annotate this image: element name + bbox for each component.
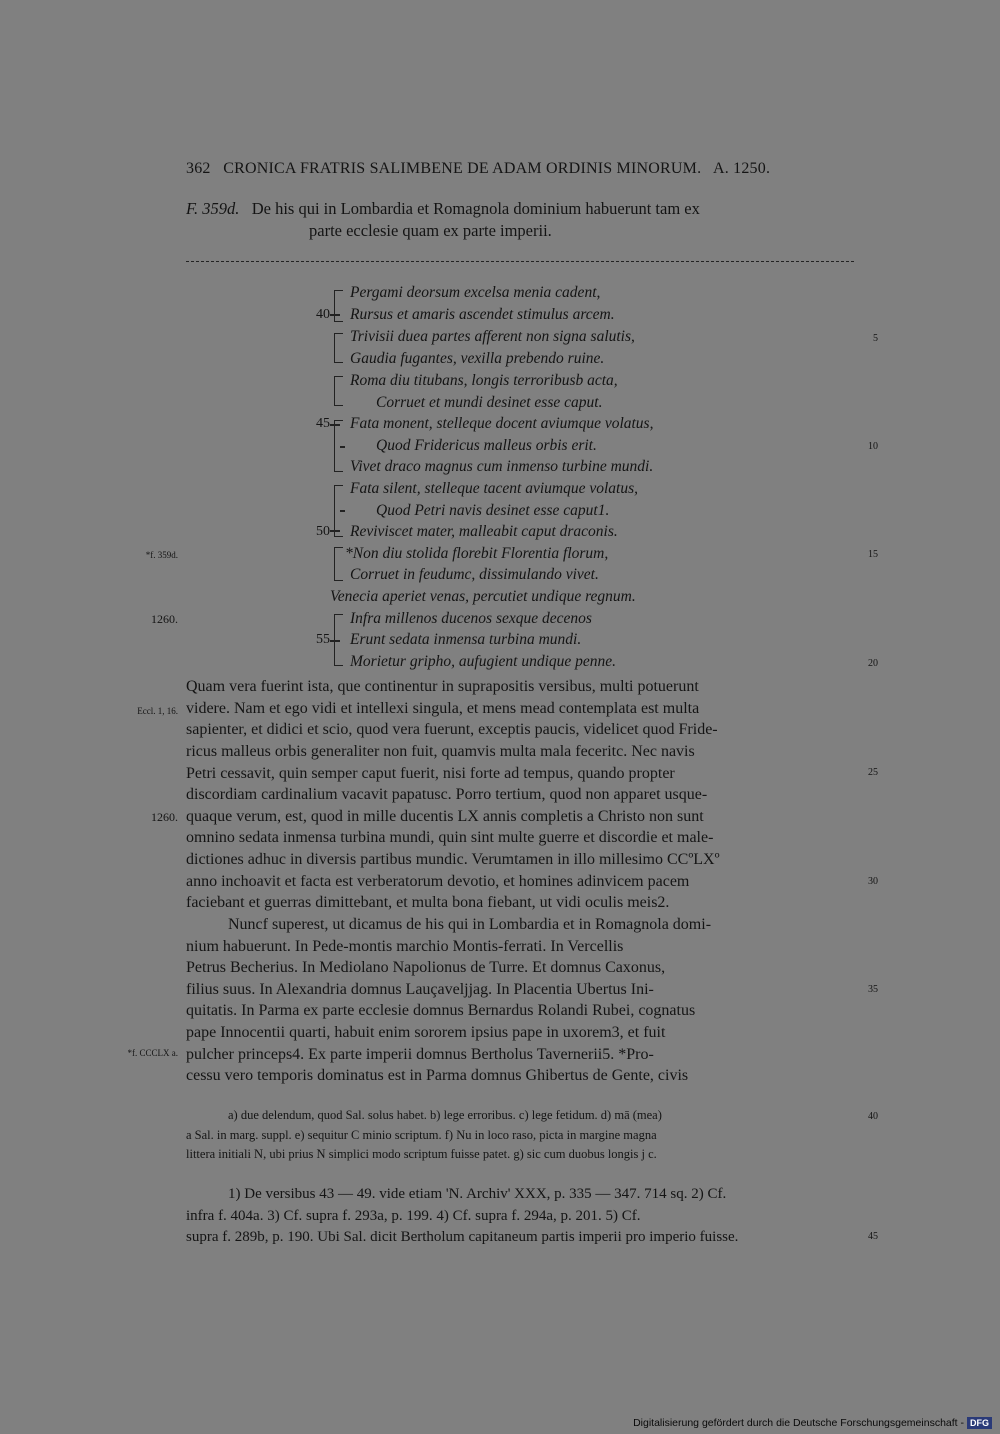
running-title: CRONICA FRATRIS SALIMBENE DE ADAM ORDINIS MINORUM. [223, 160, 702, 177]
footnote-line: a Sal. in marg. suppl. e) sequitur C minio scriptum. f) Nu in loco raso, picta in margine magna [186, 1128, 657, 1142]
folio-ref: F. 359d. [186, 199, 240, 218]
page-number: 362 [186, 160, 211, 177]
line-number: 35 [868, 984, 878, 995]
bracket-tick [340, 446, 345, 448]
verse-number: 55 [316, 632, 330, 647]
dfg-logo: DFG [967, 1417, 992, 1429]
verse-line: Quod Petri navis desinet esse caput1. [376, 502, 610, 519]
line-number: 5 [873, 333, 878, 344]
line-number: 30 [868, 876, 878, 887]
verse-line: Infra millenos ducenos sexque decenos [350, 610, 592, 627]
heading-text-1: De his qui in Lombardia et Romagnola dominium habuerunt tam ex [251, 199, 700, 218]
verse-bracket [334, 290, 343, 322]
credit-text: Digitalisierung gefördert durch die Deutsche Forschungsgemeinschaft - [633, 1417, 964, 1429]
verse-line: Corruet et mundi desinet esse caput. [376, 394, 603, 411]
margin-note: 1260. [151, 612, 178, 626]
footnote-line: 1) De versibus 43 — 49. vide etiam 'N. Archiv' XXX, p. 335 — 347. 714 sq. 2) Cf. [228, 1186, 727, 1202]
line-number: 25 [868, 767, 878, 778]
body-line: ricus malleus orbis generaliter non fuit, quamvis multa mala feceritc. Nec navis [186, 743, 695, 760]
heading-text-2: parte ecclesie quam ex parte imperii. [309, 221, 552, 240]
running-header [186, 160, 770, 178]
bracket-tick [340, 510, 345, 512]
footnote-line: supra f. 289b, p. 190. Ubi Sal. dicit Bertholum capitaneum partis imperii pro imperio fuisse. [186, 1229, 739, 1245]
margin-note: *f. CCCLX a. [127, 1048, 178, 1058]
body-line: pulcher princeps4. Ex parte imperii domnus Bertholus Tavernerii5. *Pro- [186, 1046, 654, 1063]
verse-number: 45 [316, 416, 330, 431]
verse-bracket [334, 547, 343, 581]
verse-line: Venecia aperiet venas, percutiet undique regnum. [330, 588, 636, 605]
footnote-line: a) due delendum, quod Sal. solus habet. b) lege erroribus. c) lege fetidum. d) mā (mea) [228, 1108, 662, 1122]
bracket-tick [330, 424, 340, 426]
line-number: 45 [868, 1231, 878, 1242]
body-line: filius suus. In Alexandria domnus Lauçaveljjag. In Placentia Ubertus Ini- [186, 981, 654, 998]
body-line: nium habuerunt. In Pede-montis marchio Montis-ferrati. In Vercellis [186, 938, 624, 955]
margin-note: *f. 359d. [145, 550, 178, 560]
digitization-credit [633, 1417, 992, 1429]
margin-note: 1260. [151, 810, 178, 824]
body-line: sapienter, et didici et scio, quod vera fuerunt, exceptis paucis, videlicet quod Fride- [186, 721, 718, 738]
body-line: Quam vera fuerint ista, que continentur in suprapositis versibus, multi potuerunt [186, 678, 699, 695]
body-line: quitatis. In Parma ex parte ecclesie domnus Bernardus Rolandi Rubei, cognatus [186, 1002, 696, 1019]
body-line: quaque verum, est, quod in mille ducentis LX annis completis a Christo non sunt [186, 808, 704, 825]
verse-line: Fata silent, stelleque tacent aviumque volatus, [350, 480, 638, 497]
verse-line: Gaudia fugantes, vexilla prebendo ruine. [350, 350, 605, 367]
verse-line: Quod Fridericus malleus orbis erit. [376, 437, 597, 454]
verse-bracket [334, 333, 343, 363]
line-number: 10 [868, 441, 878, 452]
verse-line: Corruet in feudumc, dissimulando vivet. [350, 566, 599, 583]
verse-line: Morietur gripho, aufugient undique penne. [350, 653, 617, 670]
verse-line: Trivisii duea partes afferent non signa salutis, [350, 328, 635, 345]
verse-line: Vivet draco magnus cum inmenso turbine mundi. [350, 458, 654, 475]
verse-line: Pergami deorsum excelsa menia cadent, [350, 284, 601, 301]
body-line: dictiones adhuc in diversis partibus mundic. Verumtamen in illo millesimo CCºLXº [186, 851, 720, 868]
body-line: Petri cessavit, quin semper caput fuerit, nisi forte ad tempus, quando propter [186, 765, 675, 782]
verse-line: Erunt sedata inmensa turbina mundi. [350, 631, 582, 648]
verse-line: Rursus et amaris ascendet stimulus arcem. [350, 306, 615, 323]
line-number: 20 [868, 658, 878, 669]
verse-line: Roma diu titubans, longis terroribusb acta, [350, 372, 618, 389]
bracket-tick [330, 640, 340, 642]
body-line: Petrus Becherius. In Mediolano Napolionus de Turre. Et domnus Caxonus, [186, 959, 666, 976]
footnote-line: infra f. 404a. 3) Cf. supra f. 293a, p. 199. 4) Cf. supra f. 294a, p. 201. 5) Cf. [186, 1208, 641, 1224]
body-line: omnino sedata inmensa turbina mundi, quin sint multe guerre et discordie et male- [186, 829, 714, 846]
section-heading-line-1 [186, 199, 700, 219]
verse-line: Fata monent, stelleque docent aviumque volatus, [350, 415, 654, 432]
body-line: videre. Nam et ego vidi et intellexi singula, et mens mead contemplata est multa [186, 700, 700, 717]
divider-rule [186, 261, 854, 263]
running-year: A. 1250. [712, 160, 771, 177]
bracket-tick [330, 314, 340, 316]
verse-bracket [334, 376, 343, 406]
verse-line: Reviviscet mater, malleabit caput draconis. [350, 523, 618, 540]
verse-number: 50 [316, 524, 330, 539]
body-line: discordiam cardinalium vacavit papatusc. Porro tertium, quod non apparet usque- [186, 786, 708, 803]
verse-number: 40 [316, 307, 330, 322]
body-line: cessu vero temporis dominatus est in Parma domnus Ghibertus de Gente, civis [186, 1067, 689, 1084]
body-line: pape Innocentii quarti, habuit enim sororem ipsius pape in uxorem3, et fuit [186, 1024, 666, 1041]
body-line: anno inchoavit et facta est verberatorum devotio, et homines adinvicem pacem [186, 873, 690, 890]
bracket-tick [330, 530, 340, 532]
body-line: faciebant et guerras dimittebant, et multa bona fiebant, ut vidi oculis meis2. [186, 894, 670, 911]
line-number: 15 [868, 549, 878, 560]
line-number: 40 [868, 1111, 878, 1122]
body-line: Nuncf superest, ut dicamus de his qui in Lombardia et in Romagnola domi- [228, 916, 712, 933]
footnote-line: littera initiali N, ubi prius N simplici modo scriptum fuisse patet. g) sic cum duobus longis j c. [186, 1147, 657, 1161]
margin-note: Eccl. 1, 16. [137, 706, 178, 716]
verse-line: *Non diu stolida florebit Florentia florum, [345, 545, 609, 562]
